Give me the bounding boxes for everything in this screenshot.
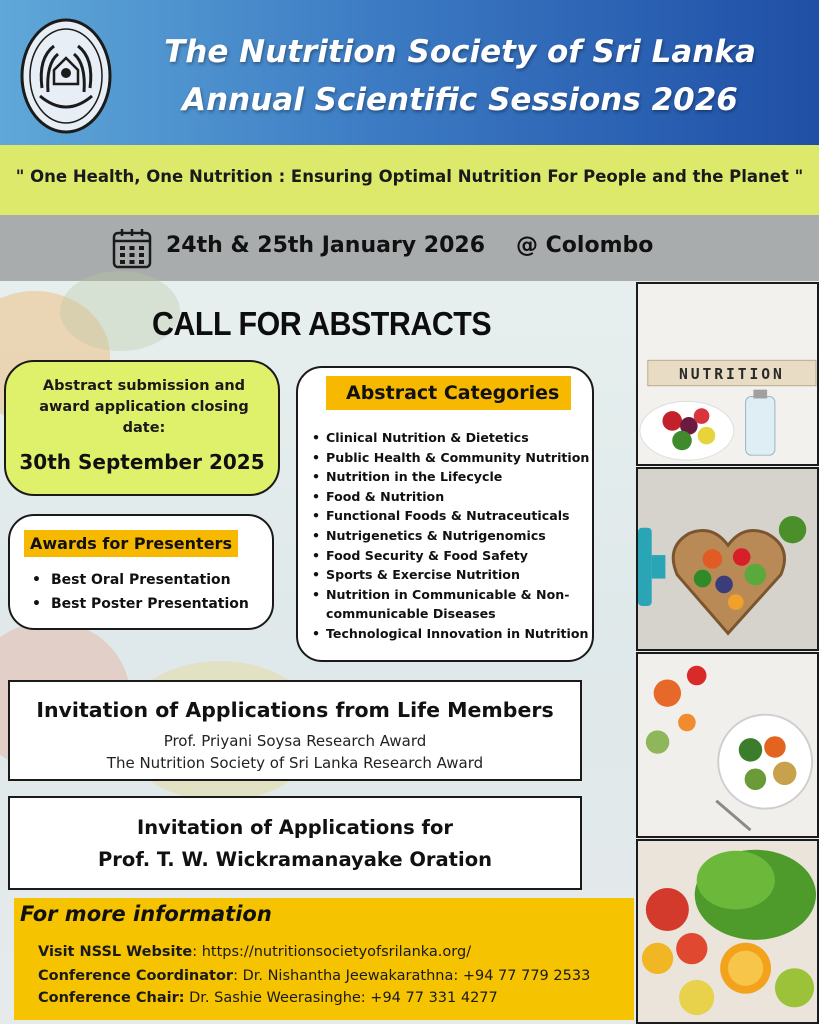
deadline-label: Abstract submission and award application closing date: bbox=[39, 378, 249, 436]
awards-list bbox=[32, 568, 249, 616]
abstract-categories-box bbox=[296, 366, 594, 662]
header-banner bbox=[0, 0, 819, 145]
event-dates: 24th & 25th January 2026 bbox=[166, 233, 486, 258]
list-item: • Nutrigenetics & Nutrigenomics bbox=[312, 526, 594, 546]
list-item: • Nutrition in the Lifecycle bbox=[312, 467, 594, 487]
life-members-box bbox=[8, 680, 582, 781]
list-item: • Public Health & Community Nutrition bbox=[312, 448, 594, 468]
coordinator-contact: : Dr. Nishantha Jeewakarathna: +94 77 779 2533 bbox=[233, 968, 591, 984]
nutrition-word: NUTRITION bbox=[678, 365, 785, 383]
theme-band bbox=[0, 145, 819, 215]
chair-row bbox=[38, 990, 498, 1006]
theme-text: " One Health, One Nutrition : Ensuring Optimal Nutrition For People and the Planet " bbox=[15, 167, 804, 186]
salad-bowl-photo bbox=[636, 652, 819, 838]
coordinator-label: Conference Coordinator bbox=[38, 968, 234, 984]
list-item: • Clinical Nutrition & Dietetics bbox=[312, 428, 594, 448]
life-members-title: Invitation of Applications from Life Members bbox=[36, 698, 554, 722]
list-item: • Food & Nutrition bbox=[312, 487, 594, 507]
vegetables-photo bbox=[636, 839, 819, 1024]
oration-line: Invitation of Applications for bbox=[136, 816, 454, 839]
sessions-title: Annual Scientific Sessions 2026 bbox=[182, 82, 738, 118]
award-name: Prof. Priyani Soysa Research Award bbox=[163, 732, 427, 750]
chair-contact: Dr. Sashie Weerasinghe: +94 77 331 4277 bbox=[184, 990, 498, 1006]
nutrition-blocks-photo bbox=[636, 282, 819, 466]
calendar-icon bbox=[112, 227, 152, 269]
society-logo-icon bbox=[20, 18, 112, 134]
website-link[interactable]: : https://nutritionsocietyofsrilanka.org/ bbox=[192, 944, 472, 960]
list-item: • Food Security & Food Safety bbox=[312, 546, 594, 566]
chair-label: Conference Chair: bbox=[38, 990, 185, 1006]
abstract-categories-list bbox=[312, 428, 594, 644]
more-info-panel bbox=[14, 898, 634, 1020]
deadline-box bbox=[4, 360, 280, 496]
list-item: • Technological Innovation in Nutrition bbox=[312, 624, 594, 644]
event-venue: @ Colombo bbox=[516, 233, 654, 258]
society-title: The Nutrition Society of Sri Lanka bbox=[164, 34, 756, 70]
abstract-categories-title: Abstract Categories bbox=[326, 376, 571, 410]
awards-box bbox=[8, 514, 274, 630]
awards-title: Awards for Presenters bbox=[24, 530, 238, 557]
list-item: • Sports & Exercise Nutrition bbox=[312, 565, 594, 585]
heart-bowl-photo bbox=[636, 467, 819, 651]
more-info-title: For more information bbox=[20, 902, 272, 926]
list-item: • Nutrition in Communicable & Non-communicable Diseases bbox=[312, 585, 594, 624]
deadline-date: 30th September 2025 bbox=[19, 450, 265, 474]
website-row bbox=[38, 944, 471, 960]
oration-box bbox=[8, 796, 582, 890]
award-name: The Nutrition Society of Sri Lanka Research Award bbox=[106, 754, 484, 772]
list-item: • Best Poster Presentation bbox=[32, 592, 249, 616]
list-item: • Functional Foods & Nutraceuticals bbox=[312, 506, 594, 526]
list-item: • Best Oral Presentation bbox=[32, 568, 249, 592]
oration-title: Prof. T. W. Wickramanayake Oration bbox=[98, 848, 492, 871]
coordinator-row bbox=[38, 968, 590, 984]
call-for-abstracts-heading: CALL FOR ABSTRACTS bbox=[152, 305, 492, 342]
website-label: Visit NSSL Website bbox=[38, 944, 193, 960]
